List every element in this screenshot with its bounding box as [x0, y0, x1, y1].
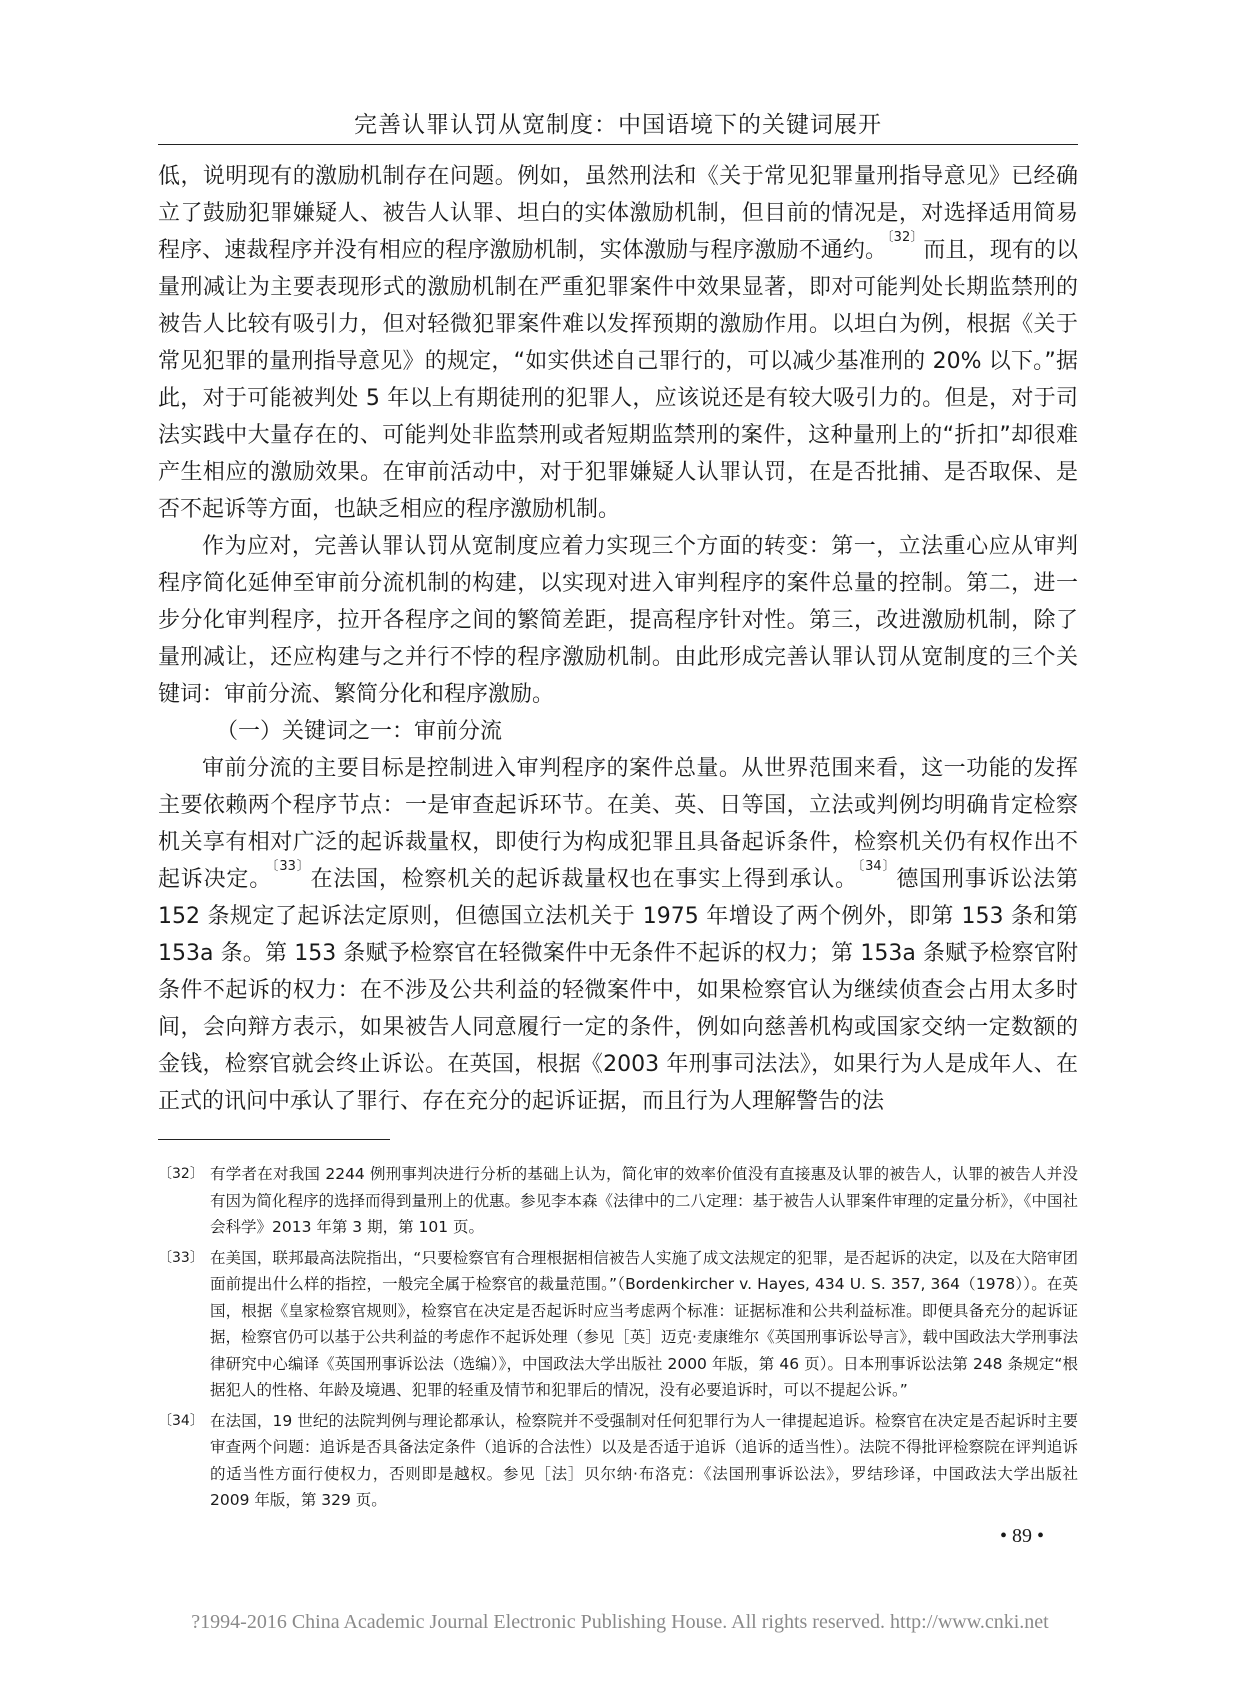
paragraph-3-text-c: 德国刑事诉讼法第 152 条规定了起诉法定原则，但德国立法机关于 1975 年增设了两个例外，即第 153 条和第 153a 条。第 153 条赋予检察官在轻微案件中无条件不起诉的权力；第 153a 条赋予检察官附条件不起诉的权力：在不涉及公共利益的轻微案件中，如果检察官认为继续侦查会占用太多时间，会向辩方表示，如果被告人同意履行一定的条件，例如向慈善机构或国家交纳一定数额的金钱，检察官就会终止诉讼。在英国，根据《2003 年刑事司法法》，如果行为人是成年人、在正式的讯问中承认了罪行、存在充分的起诉证据，而且行为人理解警告的法	[158, 867, 1078, 1114]
footnote-ref-34[interactable]: 〔34〕	[857, 859, 897, 874]
footnote-number: 〔34〕	[158, 1412, 204, 1429]
main-text	[158, 158, 1078, 1120]
section-heading: （一）关键词之一：审前分流	[216, 719, 503, 744]
footnote-ref-33[interactable]: 〔33〕	[272, 859, 311, 874]
header-rule	[158, 144, 1078, 145]
paragraph-1-text-a: 低，说明现有的激励机制存在问题。例如，虽然刑法和《关于常见犯罪量刑指导意见》已经确立了鼓励犯罪嫌疑人、被告人认罪、坦白的实体激励机制，但目前的情况是，对选择适用简易程序、速裁程序并没有相应的程序激励机制，实体激励与程序激励不通约。	[158, 164, 1078, 263]
paragraph-3-text-a: 审前分流的主要目标是控制进入审判程序的案件总量。从世界范围来看，这一功能的发挥主要依赖两个程序节点：一是审查起诉环节。在美、英、日等国，立法或判例均明确肯定检察机关享有相对广泛的起诉裁量权，即使行为构成犯罪且具备起诉条件，检察机关仍有权作出不起诉决定。	[158, 756, 1078, 892]
footnote-34	[158, 1408, 1078, 1514]
footnote-ref-32[interactable]: 〔32〕	[887, 230, 924, 245]
running-head-title: 完善认罪认罚从宽制度：中国语境下的关键词展开	[354, 112, 882, 138]
footnote-number: 〔32〕	[158, 1166, 204, 1182]
footnote-rule	[158, 1139, 390, 1140]
copyright-line: ?1994-2016 China Academic Journal Electronic Publishing House. All rights reserved. http://www.cnki.net	[191, 1611, 1049, 1633]
paragraph-3-text-b: 在法国，检察机关的起诉裁量权也在事实上得到承认。	[310, 867, 858, 892]
footnote-text: 有学者在对我国 2244 例刑事判决进行分析的基础上认为，简化审的效率价值没有直接惠及认罪的被告人，认罪的被告人并没有因为简化程序的选择而得到量刑上的优惠。参见李本森《法律中的二八定理：基于被告人认罪案件审理的定量分析》，《中国社会科学》2013 年第 3 期，第 101 页。	[210, 1165, 1079, 1236]
paragraph-1	[158, 158, 1078, 528]
footnote-number: 〔33〕	[158, 1249, 204, 1266]
page-number: • 89 •	[1000, 1525, 1045, 1547]
footnote-text: 在法国，19 世纪的法院判例与理论都承认，检察院并不受强制对任何犯罪行为人一律提起追诉。检察官在决定是否起诉时主要审查两个问题：追诉是否具备法定条件（追诉的合法性）以及是否适于追诉（追诉的适当性）。法院不得批评检察院在评判追诉的适当性方面行使权力，否则即是越权。参见［法］贝尔纳·布洛克：《法国刑事诉讼法》，罗结珍译，中国政法大学出版社 2009 年版，第 329 页。	[210, 1411, 1078, 1509]
paragraph-1-text-b: 而且，现有的以量刑减让为主要表现形式的激励机制在严重犯罪案件中效果显著，即对可能判处长期监禁刑的被告人比较有吸引力，但对轻微犯罪案件难以发挥预期的激励作用。以坦白为例，根据《关于常见犯罪的量刑指导意见》的规定，“如实供述自己罪行的，可以减少基准刑的 20% 以下。”据此，对于可能被判处 5 年以上有期徒刑的犯罪人，应该说还是有较大吸引力的。但是，对于司法实践中大量存在的、可能判处非监禁刑或者短期监禁刑的案件，这种量刑上的“折扣”却很难产生相应的激励效果。在审前活动中，对于犯罪嫌疑人认罪认罚，在是否批捕、是否取保、是否不起诉等方面，也缺乏相应的程序激励机制。	[158, 238, 1078, 522]
paragraph-2: 作为应对，完善认罪认罚从宽制度应着力实现三个方面的转变：第一，立法重心应从审判程序简化延伸至审前分流机制的构建，以实现对进入审判程序的案件总量的控制。第二，进一步分化审判程序，拉开各程序之间的繁简差距，提高程序针对性。第三，改进激励机制，除了量刑减让，还应构建与之并行不悖的程序激励机制。由此形成完善认罪认罚从宽制度的三个关键词：审前分流、繁简分化和程序激励。	[158, 534, 1078, 707]
footnote-32	[158, 1161, 1078, 1241]
footnote-33	[158, 1245, 1078, 1404]
footnotes	[158, 1161, 1078, 1518]
paragraph-3	[158, 750, 1078, 1120]
footnote-text: 在美国，联邦最高法院指出，“只要检察官有合理根据相信被告人实施了成文法规定的犯罪，是否起诉的决定，以及在大陪审团面前提出什么样的指控，一般完全属于检察官的裁量范围。”（Bordenkircher v. Hayes, 434 U. S. 357, 364（1978））。在英国，根据《皇家检察官规则》，检察官在决定是否起诉时应当考虑两个标准：证据标准和公共利益标准。即便具备充分的起诉证据，检察官仍可以基于公共利益的考虑作不起诉处理（参见［英］迈克·麦康维尔《英国刑事诉讼导言》，载中国政法大学刑事法律研究中心编译《英国刑事诉讼法（选编）》，中国政法大学出版社 2000 年版，第 46 页）。日本刑事诉讼法第 248 条规定“根据犯人的性格、年龄及境遇、犯罪的轻重及情节和犯罪后的情况，没有必要追诉时，可以不提起公诉。”	[210, 1248, 1078, 1399]
